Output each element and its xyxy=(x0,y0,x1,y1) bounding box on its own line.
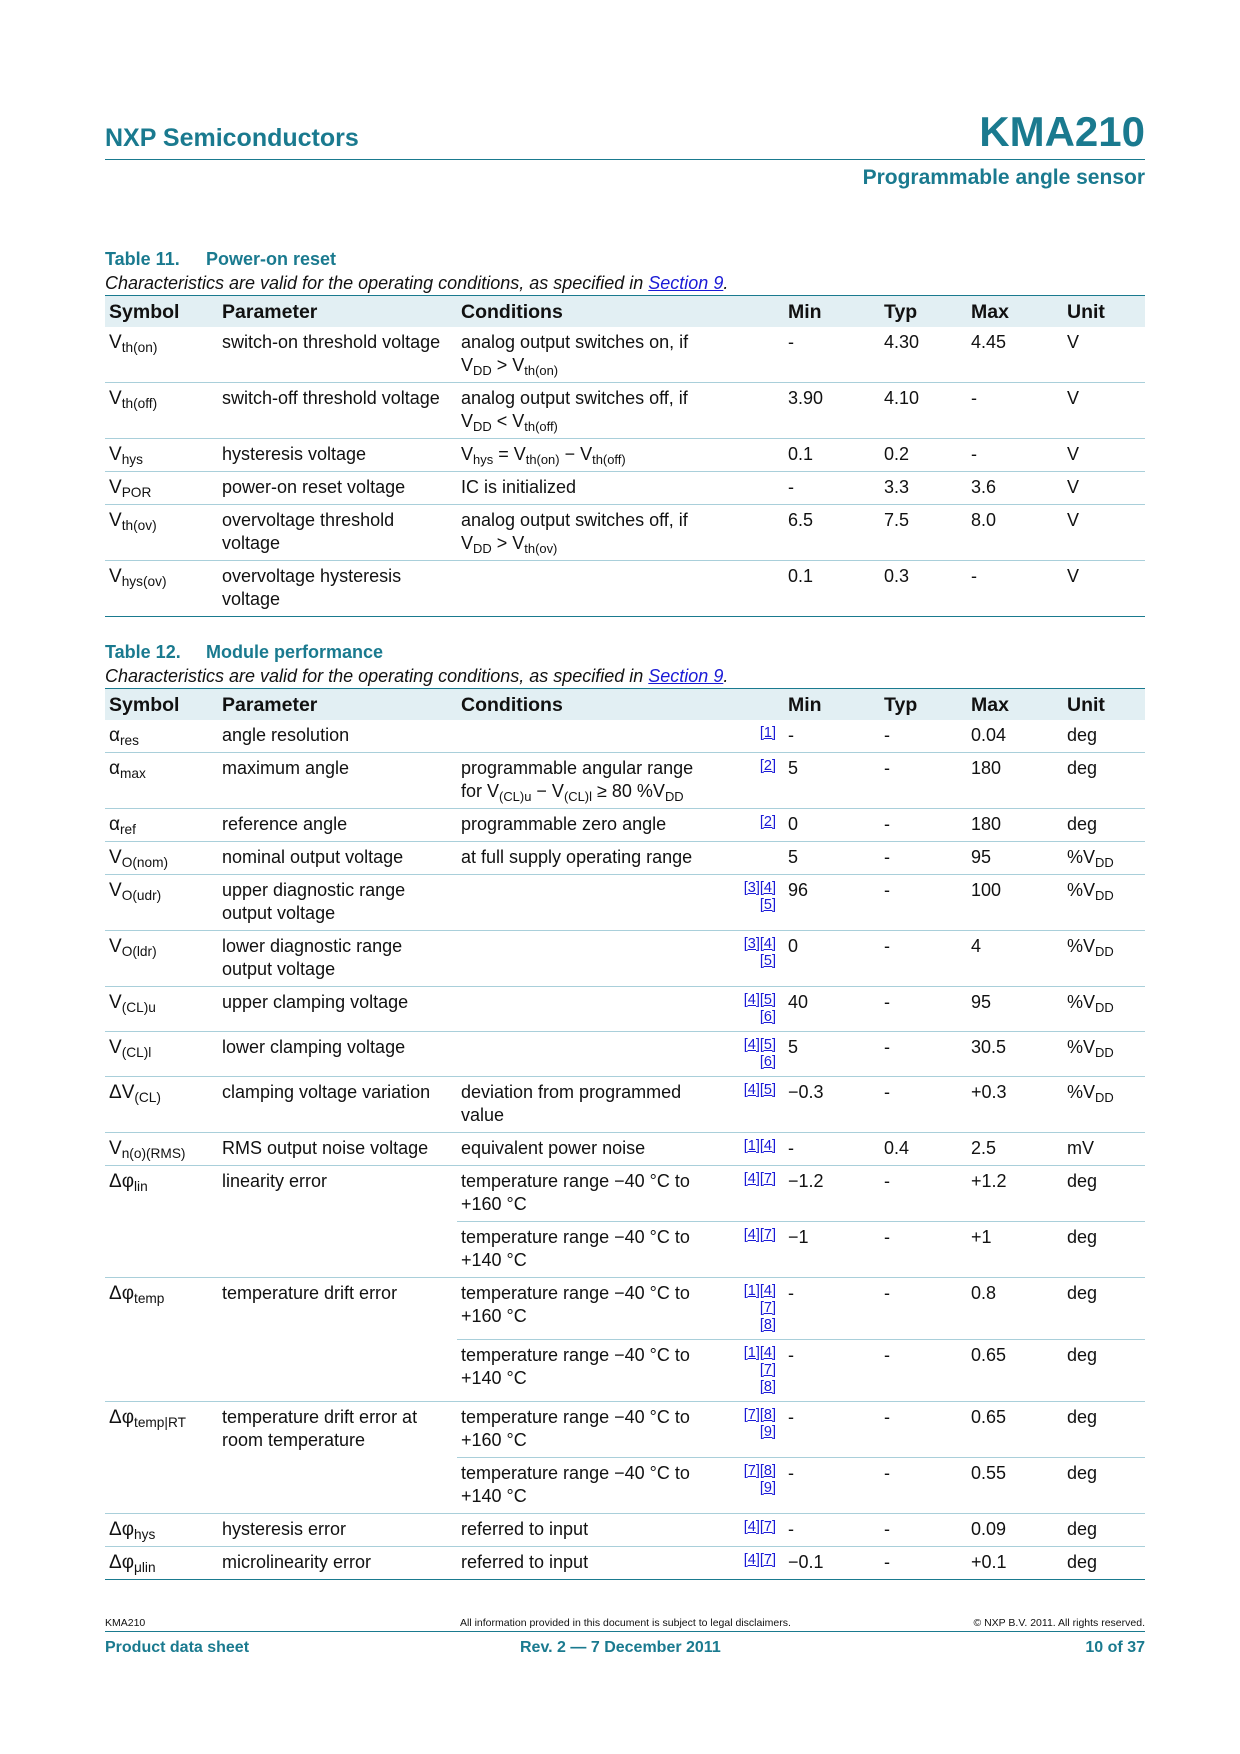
table-row xyxy=(105,1514,1145,1547)
caption-text: Characteristics are valid for the operating conditions, as specified in xyxy=(105,666,649,686)
typ-cell: - xyxy=(880,1222,967,1278)
parameter-cell: upper diagnostic range output voltage xyxy=(218,875,457,931)
parameter-cell: angle resolution xyxy=(222,725,350,745)
typ-cell: - xyxy=(880,1166,967,1222)
conditions-cell xyxy=(457,987,724,1032)
col-typ: Typ xyxy=(880,296,967,328)
unit-cell: deg xyxy=(1063,1166,1145,1222)
table-12-block xyxy=(105,640,1145,1580)
typ-cell: 0.4 xyxy=(880,1133,967,1166)
symbol-cell: $V_{O(nom)}$ xyxy=(105,842,218,875)
col-typ: Typ xyxy=(880,689,967,721)
conditions-cell: programmable angular range for $V_{(CL)u} - V_{(CL)l} \ge 80$ $\%V_{DD}$ xyxy=(457,753,724,809)
table-11-block xyxy=(105,247,1145,617)
datasheet-page xyxy=(105,0,1145,1754)
conditions-cell: temperature range −40 °C to +140 °C xyxy=(457,1458,724,1514)
unit-cell: V xyxy=(1063,505,1145,561)
note-refs[interactable]: [1][4] xyxy=(724,1133,784,1166)
max-cell: +0.1 xyxy=(967,1547,1063,1580)
typ-cell: - xyxy=(880,1458,967,1514)
min-cell: 5 xyxy=(784,1032,880,1077)
unit-cell: $\%V_{DD}$ xyxy=(1063,931,1145,987)
typ-cell: - xyxy=(880,1547,967,1580)
table-row xyxy=(105,505,1145,561)
conditions-cell: temperature range −40 °C to +160 °C xyxy=(457,1166,724,1222)
parameter-cell: nominal output voltage xyxy=(218,842,457,875)
conditions-cell xyxy=(457,720,724,753)
footer-disclaimer: All information provided in this document is subject to legal disclaimers. xyxy=(460,1617,791,1629)
min-cell: 5 xyxy=(784,842,880,875)
symbol-cell: $\Delta\varphi_{\mu lin}$ xyxy=(105,1547,218,1580)
max-cell: 3.6 xyxy=(967,472,1063,505)
typ-cell: - xyxy=(880,1077,967,1133)
max-cell: +1 xyxy=(967,1222,1063,1278)
symbol-cell: $\Delta\varphi_{temp|RT}$ xyxy=(105,1402,218,1514)
footer-divider xyxy=(105,1631,1145,1632)
note-refs[interactable]: [7][8][9] xyxy=(724,1402,784,1458)
note-refs[interactable]: [2] xyxy=(724,809,784,842)
col-max: Max xyxy=(967,296,1063,328)
min-cell: −0.1 xyxy=(784,1547,880,1580)
conditions-cell xyxy=(457,875,724,931)
table-row xyxy=(105,1547,1145,1580)
header-divider xyxy=(105,159,1145,160)
parameter-cell: lower clamping voltage xyxy=(218,1032,457,1077)
max-cell: - xyxy=(967,439,1063,472)
table-12-number: Table 12. xyxy=(105,642,181,662)
typ-cell: - xyxy=(880,842,967,875)
unit-cell: $\%V_{DD}$ xyxy=(1063,987,1145,1032)
typ-cell: - xyxy=(880,1340,967,1402)
unit-cell: deg xyxy=(1067,725,1098,745)
unit-cell: deg xyxy=(1063,753,1145,809)
unit-cell: mV xyxy=(1063,1133,1145,1166)
symbol-cell: $V_{th(off)}$ xyxy=(105,383,218,439)
symbol-cell: $V_{O(udr)}$ xyxy=(105,875,218,931)
note-refs[interactable]: [4][7] xyxy=(724,1514,784,1547)
max-cell: +0.3 xyxy=(967,1077,1063,1133)
footer-copyright: © NXP B.V. 2011. All rights reserved. xyxy=(973,1617,1145,1629)
conditions-cell: analog output switches off, if $V_{DD} > V_{th(ov)}$ xyxy=(457,505,784,561)
min-cell: −1 xyxy=(784,1222,880,1278)
footer-page-number: 10 of 37 xyxy=(1085,1639,1145,1656)
table-row xyxy=(105,327,1145,383)
unit-cell: deg xyxy=(1063,1458,1145,1514)
note-refs[interactable]: [3][4][5] xyxy=(724,931,784,987)
max-cell: - xyxy=(967,561,1063,617)
parameter-cell: overvoltage threshold voltage xyxy=(218,505,457,561)
note-refs[interactable]: [3][4][5] xyxy=(724,875,784,931)
min-cell: 40 xyxy=(784,987,880,1032)
parameter-cell: hysteresis error xyxy=(218,1514,457,1547)
table-header-row xyxy=(105,296,1145,328)
typ-cell: - xyxy=(880,1514,967,1547)
note-refs[interactable]: [7][8][9] xyxy=(724,1458,784,1514)
unit-cell: $\%V_{DD}$ xyxy=(1063,875,1145,931)
col-unit: Unit xyxy=(1063,296,1145,328)
symbol-cell: $V_{O(ldr)}$ xyxy=(105,931,218,987)
min-cell: 5 xyxy=(784,753,880,809)
unit-cell: V xyxy=(1063,439,1145,472)
table-12-title xyxy=(105,640,1145,664)
footer-doc-type: Product data sheet xyxy=(105,1639,250,1656)
note-refs[interactable]: [4][7] xyxy=(724,1547,784,1580)
max-cell: 0.55 xyxy=(967,1458,1063,1514)
table-row xyxy=(105,987,1145,1032)
parameter-cell: clamping voltage variation xyxy=(218,1077,457,1133)
table-header-row xyxy=(105,689,1145,721)
parameter-cell: reference angle xyxy=(218,809,457,842)
parameter-cell: hysteresis voltage xyxy=(218,439,457,472)
parameter-cell: upper clamping voltage xyxy=(218,987,457,1032)
min-cell: - xyxy=(788,725,795,745)
typ-cell: - xyxy=(880,1032,967,1077)
conditions-cell: analog output switches on, if $V_{DD} > V_{th(on)}$ xyxy=(461,332,689,378)
typ-cell: 0.2 xyxy=(880,439,967,472)
parameter-cell: overvoltage hysteresis voltage xyxy=(218,561,457,617)
col-parameter: Parameter xyxy=(218,689,457,721)
parameter-cell: temperature drift error xyxy=(218,1278,457,1402)
conditions-cell: at full supply operating range xyxy=(457,842,724,875)
min-cell: - xyxy=(784,1278,880,1340)
min-cell: - xyxy=(784,1514,880,1547)
power-on-reset-table xyxy=(105,295,1145,617)
col-min: Min xyxy=(784,296,880,328)
min-cell: - xyxy=(784,1458,880,1514)
table-row xyxy=(105,809,1145,842)
table-row xyxy=(105,1278,1145,1340)
max-cell: 0.65 xyxy=(967,1402,1063,1458)
table-11-number: Table 11. xyxy=(105,249,180,269)
min-cell: 3.90 xyxy=(784,383,880,439)
conditions-cell: deviation from programmed value xyxy=(457,1077,724,1133)
symbol-cell: $V_{n(o)(RMS)}$ xyxy=(105,1133,218,1166)
note-refs[interactable]: [4][5] xyxy=(724,1077,784,1133)
max-cell: 2.5 xyxy=(967,1133,1063,1166)
max-cell: +1.2 xyxy=(967,1166,1063,1222)
typ-cell: 3.3 xyxy=(880,472,967,505)
note-refs[interactable]: [4][5][6] xyxy=(724,1032,784,1077)
max-cell: 0.04 xyxy=(971,725,1007,745)
table-row xyxy=(105,561,1145,617)
note-refs[interactable]: [1] xyxy=(759,725,777,741)
max-cell: 4 xyxy=(967,931,1063,987)
symbol-cell: $\alpha_{ref}$ xyxy=(105,809,218,842)
min-cell: 0.1 xyxy=(784,439,880,472)
max-cell: 95 xyxy=(967,987,1063,1032)
product-subtitle: Programmable angle sensor xyxy=(862,166,1145,189)
typ-cell: 4.10 xyxy=(880,383,967,439)
table-11-title xyxy=(105,247,1145,271)
typ-cell: - xyxy=(884,725,891,745)
table-row xyxy=(105,875,1145,931)
parameter-cell: RMS output noise voltage xyxy=(218,1133,457,1166)
table-row xyxy=(105,753,1145,809)
col-conditions: Conditions xyxy=(457,689,784,721)
table-row xyxy=(105,1166,1145,1222)
typ-cell: 7.5 xyxy=(880,505,967,561)
table-row xyxy=(105,1133,1145,1166)
table-11-caption xyxy=(105,271,1145,295)
conditions-cell: temperature range −40 °C to +160 °C xyxy=(457,1278,724,1340)
min-cell: - xyxy=(784,1133,880,1166)
max-cell: 0.8 xyxy=(967,1278,1063,1340)
table-11-name: Power-on reset xyxy=(206,249,337,269)
col-conditions: Conditions xyxy=(457,296,784,328)
table-row xyxy=(105,931,1145,987)
col-symbol: Symbol xyxy=(105,296,218,328)
unit-cell: V xyxy=(1063,561,1145,617)
symbol-cell: $\Delta\varphi_{temp}$ xyxy=(105,1278,218,1402)
conditions-cell: $V_{hys} = V_{th(on)} - V_{th(off)}$ xyxy=(457,439,784,472)
conditions-cell: programmable zero angle xyxy=(457,809,724,842)
unit-cell: deg xyxy=(1063,1278,1145,1340)
parameter-cell: maximum angle xyxy=(218,753,457,809)
typ-cell: - xyxy=(880,987,967,1032)
conditions-cell: temperature range −40 °C to +140 °C xyxy=(457,1340,724,1402)
min-cell: 0.1 xyxy=(784,561,880,617)
table-row xyxy=(105,439,1145,472)
unit-cell: V xyxy=(1067,332,1080,352)
min-cell: 0 xyxy=(784,931,880,987)
conditions-cell: IC is initialized xyxy=(457,472,784,505)
conditions-cell xyxy=(457,931,724,987)
symbol-cell: $V_{POR}$ xyxy=(105,472,218,505)
typ-cell: - xyxy=(880,1278,967,1340)
col-max: Max xyxy=(967,689,1063,721)
section-9-link[interactable]: Section 9 xyxy=(648,273,724,293)
note-refs[interactable]: [4][7] xyxy=(724,1222,784,1278)
typ-cell: - xyxy=(880,875,967,931)
unit-cell: $\%V_{DD}$ xyxy=(1063,1077,1145,1133)
max-cell: 100 xyxy=(967,875,1063,931)
symbol-cell: $\Delta V_{(CL)}$ xyxy=(105,1077,218,1133)
typ-cell: 4.30 xyxy=(884,332,920,352)
caption-period: . xyxy=(723,273,729,293)
typ-cell: - xyxy=(880,1402,967,1458)
unit-cell: V xyxy=(1063,383,1145,439)
conditions-cell: temperature range −40 °C to +160 °C xyxy=(457,1402,724,1458)
max-cell: 0.65 xyxy=(967,1340,1063,1402)
conditions-cell xyxy=(457,561,784,617)
parameter-cell: linearity error xyxy=(218,1166,457,1278)
max-cell: 8.0 xyxy=(967,505,1063,561)
max-cell: 0.09 xyxy=(967,1514,1063,1547)
min-cell: −1.2 xyxy=(784,1166,880,1222)
max-cell: 180 xyxy=(967,809,1063,842)
unit-cell: deg xyxy=(1063,1222,1145,1278)
unit-cell: $\%V_{DD}$ xyxy=(1063,842,1145,875)
unit-cell: deg xyxy=(1063,1340,1145,1402)
typ-cell: 0.3 xyxy=(880,561,967,617)
unit-cell: deg xyxy=(1063,1514,1145,1547)
max-cell: - xyxy=(967,383,1063,439)
max-cell: 95 xyxy=(967,842,1063,875)
unit-cell: deg xyxy=(1063,1402,1145,1458)
symbol-cell: $\Delta\varphi_{hys}$ xyxy=(105,1514,218,1547)
company-name: NXP Semiconductors xyxy=(105,124,359,152)
max-cell: 30.5 xyxy=(967,1032,1063,1077)
min-cell: 96 xyxy=(784,875,880,931)
min-cell: −0.3 xyxy=(784,1077,880,1133)
conditions-cell: equivalent power noise xyxy=(457,1133,724,1166)
note-refs[interactable]: [1][4][7] [8] xyxy=(724,1278,784,1340)
col-symbol: Symbol xyxy=(105,689,218,721)
min-cell: 0 xyxy=(784,809,880,842)
footer-revision: Rev. 2 — 7 December 2011 xyxy=(520,1639,721,1656)
unit-cell: deg xyxy=(1063,1547,1145,1580)
table-row xyxy=(105,1402,1145,1458)
symbol-cell: $\Delta\varphi_{lin}$ xyxy=(105,1166,218,1278)
caption-period: . xyxy=(723,666,729,686)
footer-doc-id: KMA210 xyxy=(105,1617,146,1629)
table-12-name: Module performance xyxy=(206,642,384,662)
note-refs[interactable]: [4][7] xyxy=(724,1166,784,1222)
symbol-cell: $V_{th(on)}$ xyxy=(109,332,158,356)
unit-cell: deg xyxy=(1063,809,1145,842)
max-cell: 180 xyxy=(967,753,1063,809)
symbol-cell: $V_{th(ov)}$ xyxy=(105,505,218,561)
unit-cell: V xyxy=(1063,472,1145,505)
note-refs[interactable]: [2] xyxy=(724,753,784,809)
typ-cell: - xyxy=(880,931,967,987)
parameter-cell: microlinearity error xyxy=(218,1547,457,1580)
symbol-cell: $V_{(CL)l}$ xyxy=(105,1032,218,1077)
table-row xyxy=(105,1077,1145,1133)
parameter-cell: switch-off threshold voltage xyxy=(218,383,457,439)
table-row xyxy=(105,842,1145,875)
note-refs xyxy=(724,842,784,875)
parameter-cell: temperature drift error at room temperature xyxy=(218,1402,457,1514)
min-cell: 6.5 xyxy=(784,505,880,561)
table-row xyxy=(105,472,1145,505)
symbol-cell: $V_{hys(ov)}$ xyxy=(105,561,218,617)
parameter-cell: lower diagnostic range output voltage xyxy=(218,931,457,987)
typ-cell: - xyxy=(880,809,967,842)
conditions-cell: analog output switches off, if $V_{DD} < V_{th(off)}$ xyxy=(457,383,784,439)
caption-text: Characteristics are valid for the operating conditions, as specified in xyxy=(105,273,649,293)
note-refs[interactable]: [4][5][6] xyxy=(724,987,784,1032)
col-unit: Unit xyxy=(1063,689,1145,721)
parameter-cell: power-on reset voltage xyxy=(218,472,457,505)
table-row xyxy=(105,1032,1145,1077)
symbol-cell: $V_{hys}$ xyxy=(105,439,218,472)
conditions-cell: referred to input xyxy=(457,1514,724,1547)
parameter-cell: switch-on threshold voltage xyxy=(222,332,441,352)
col-parameter: Parameter xyxy=(218,296,457,328)
symbol-cell: $\alpha_{max}$ xyxy=(105,753,218,809)
min-cell: - xyxy=(784,1402,880,1458)
typ-cell: - xyxy=(880,753,967,809)
min-cell: - xyxy=(784,472,880,505)
min-cell: - xyxy=(788,332,794,352)
note-refs[interactable]: [1][4][7] [8] xyxy=(724,1340,784,1402)
conditions-cell: referred to input xyxy=(457,1547,724,1580)
table-row xyxy=(105,720,1145,753)
conditions-cell xyxy=(457,1032,724,1077)
min-cell: - xyxy=(784,1340,880,1402)
symbol-cell: $V_{(CL)u}$ xyxy=(105,987,218,1032)
section-9-link[interactable]: Section 9 xyxy=(648,666,724,686)
product-name: KMA210 xyxy=(979,108,1145,155)
table-row xyxy=(105,383,1145,439)
max-cell: 4.45 xyxy=(971,332,1007,352)
symbol-cell: $\alpha_{res}$ xyxy=(109,725,139,749)
table-12-caption xyxy=(105,664,1145,688)
col-min: Min xyxy=(784,689,880,721)
module-performance-table xyxy=(105,688,1145,1580)
conditions-cell: temperature range −40 °C to +140 °C xyxy=(457,1222,724,1278)
unit-cell: $\%V_{DD}$ xyxy=(1063,1032,1145,1077)
